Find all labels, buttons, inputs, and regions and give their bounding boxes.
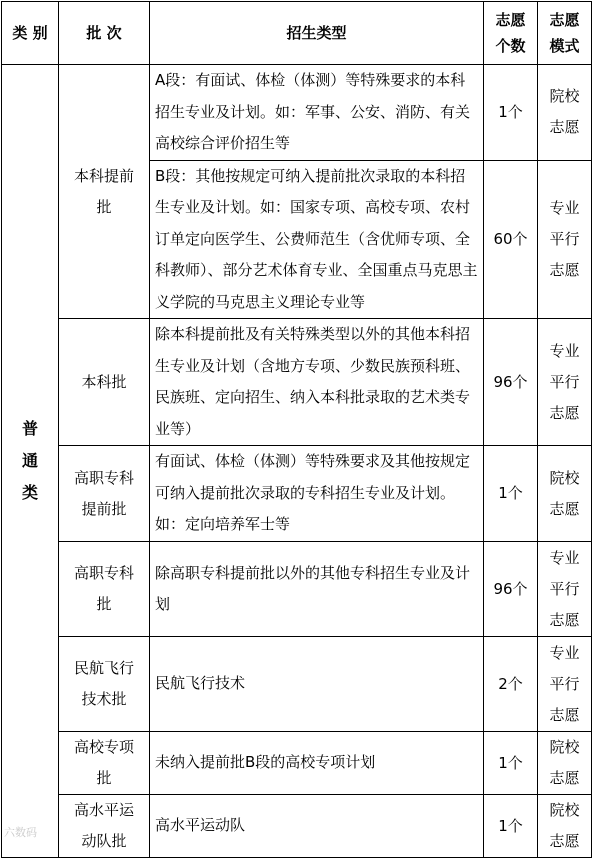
table-row bbox=[2, 795, 592, 858]
count-cell: 1个 bbox=[484, 732, 538, 795]
batch-label: 高水平运动队批 bbox=[73, 801, 134, 850]
batch-label: 高职专科批 bbox=[73, 564, 134, 613]
header-count: 志愿 个数 bbox=[484, 2, 538, 65]
table-row bbox=[2, 542, 592, 637]
batch-label: 民航飞行技术批 bbox=[73, 659, 134, 708]
type-cell: 除本科提前批及有关特殊类型以外的其他本科招生专业及计划（含地方专项、少数民族预科班、民族班、定向招生、纳入本科批录取的艺术类专业等） bbox=[150, 319, 484, 446]
mode-cell bbox=[538, 319, 592, 446]
batch-cell bbox=[59, 65, 150, 319]
mode-label: 专业平行志愿 bbox=[549, 198, 580, 279]
table-row bbox=[2, 65, 592, 161]
mode-label: 专业平行志愿 bbox=[549, 548, 580, 629]
count-cell: 60个 bbox=[484, 160, 538, 319]
type-cell: 有面试、体检（体测）等特殊要求及其他按规定可纳入提前批次录取的专科招生专业及计划。如：定向培养军士等 bbox=[150, 446, 484, 542]
batch-label: 高职专科提前批 bbox=[73, 468, 134, 518]
mode-cell bbox=[538, 637, 592, 732]
mode-cell bbox=[538, 160, 592, 319]
mode-cell bbox=[538, 542, 592, 637]
mode-label: 专业平行志愿 bbox=[549, 643, 580, 724]
mode-cell bbox=[538, 446, 592, 542]
batch-cell bbox=[59, 795, 150, 858]
batch-cell bbox=[59, 637, 150, 732]
mode-label: 专业平行志愿 bbox=[549, 341, 580, 422]
mode-cell bbox=[538, 795, 592, 858]
count-cell: 2个 bbox=[484, 637, 538, 732]
batch-cell bbox=[59, 319, 150, 446]
watermark: 六数码 bbox=[4, 826, 37, 839]
type-cell: 民航飞行技术 bbox=[150, 637, 484, 732]
header-row bbox=[2, 2, 592, 65]
header-category: 类 别 bbox=[2, 2, 59, 65]
batch-label: 本科提前批 bbox=[73, 166, 134, 216]
table-row bbox=[2, 319, 592, 446]
table-row bbox=[2, 446, 592, 542]
count-cell: 1个 bbox=[484, 795, 538, 858]
type-cell: B段：其他按规定可纳入提前批次录取的本科招生专业及计划。如：国家专项、高校专项、农村订单定向医学生、公费师范生（含优师专项、全科教师）、部分艺术体育专业、全国重点马克思主义学院的马克思主义理论专业等 bbox=[150, 160, 484, 319]
category-label: 普通类 bbox=[21, 419, 38, 502]
batch-cell bbox=[59, 446, 150, 542]
mode-label: 院校志愿 bbox=[549, 801, 580, 850]
count-cell: 96个 bbox=[484, 319, 538, 446]
header-type: 招生类型 bbox=[150, 2, 484, 65]
admission-table bbox=[1, 1, 592, 858]
header-batch: 批 次 bbox=[59, 2, 150, 65]
table-row bbox=[2, 637, 592, 732]
type-cell: 高水平运动队 bbox=[150, 795, 484, 858]
mode-label: 院校志愿 bbox=[549, 738, 580, 787]
type-cell: 未纳入提前批B段的高校专项计划 bbox=[150, 732, 484, 795]
mode-label: 院校志愿 bbox=[549, 87, 580, 137]
table-row bbox=[2, 732, 592, 795]
mode-cell bbox=[538, 65, 592, 161]
category-cell bbox=[2, 65, 59, 858]
mode-label: 院校志愿 bbox=[549, 468, 580, 518]
count-cell: 96个 bbox=[484, 542, 538, 637]
header-mode: 志愿 模式 bbox=[538, 2, 592, 65]
batch-label: 本科批 bbox=[81, 372, 127, 391]
mode-cell bbox=[538, 732, 592, 795]
batch-label: 高校专项批 bbox=[73, 738, 134, 787]
count-cell: 1个 bbox=[484, 65, 538, 161]
type-cell: A段：有面试、体检（体测）等特殊要求的本科招生专业及计划。如：军事、公安、消防、有关高校综合评价招生等 bbox=[150, 65, 484, 161]
count-cell: 1个 bbox=[484, 446, 538, 542]
batch-cell bbox=[59, 542, 150, 637]
batch-cell bbox=[59, 732, 150, 795]
type-cell: 除高职专科提前批以外的其他专科招生专业及计划 bbox=[150, 542, 484, 637]
